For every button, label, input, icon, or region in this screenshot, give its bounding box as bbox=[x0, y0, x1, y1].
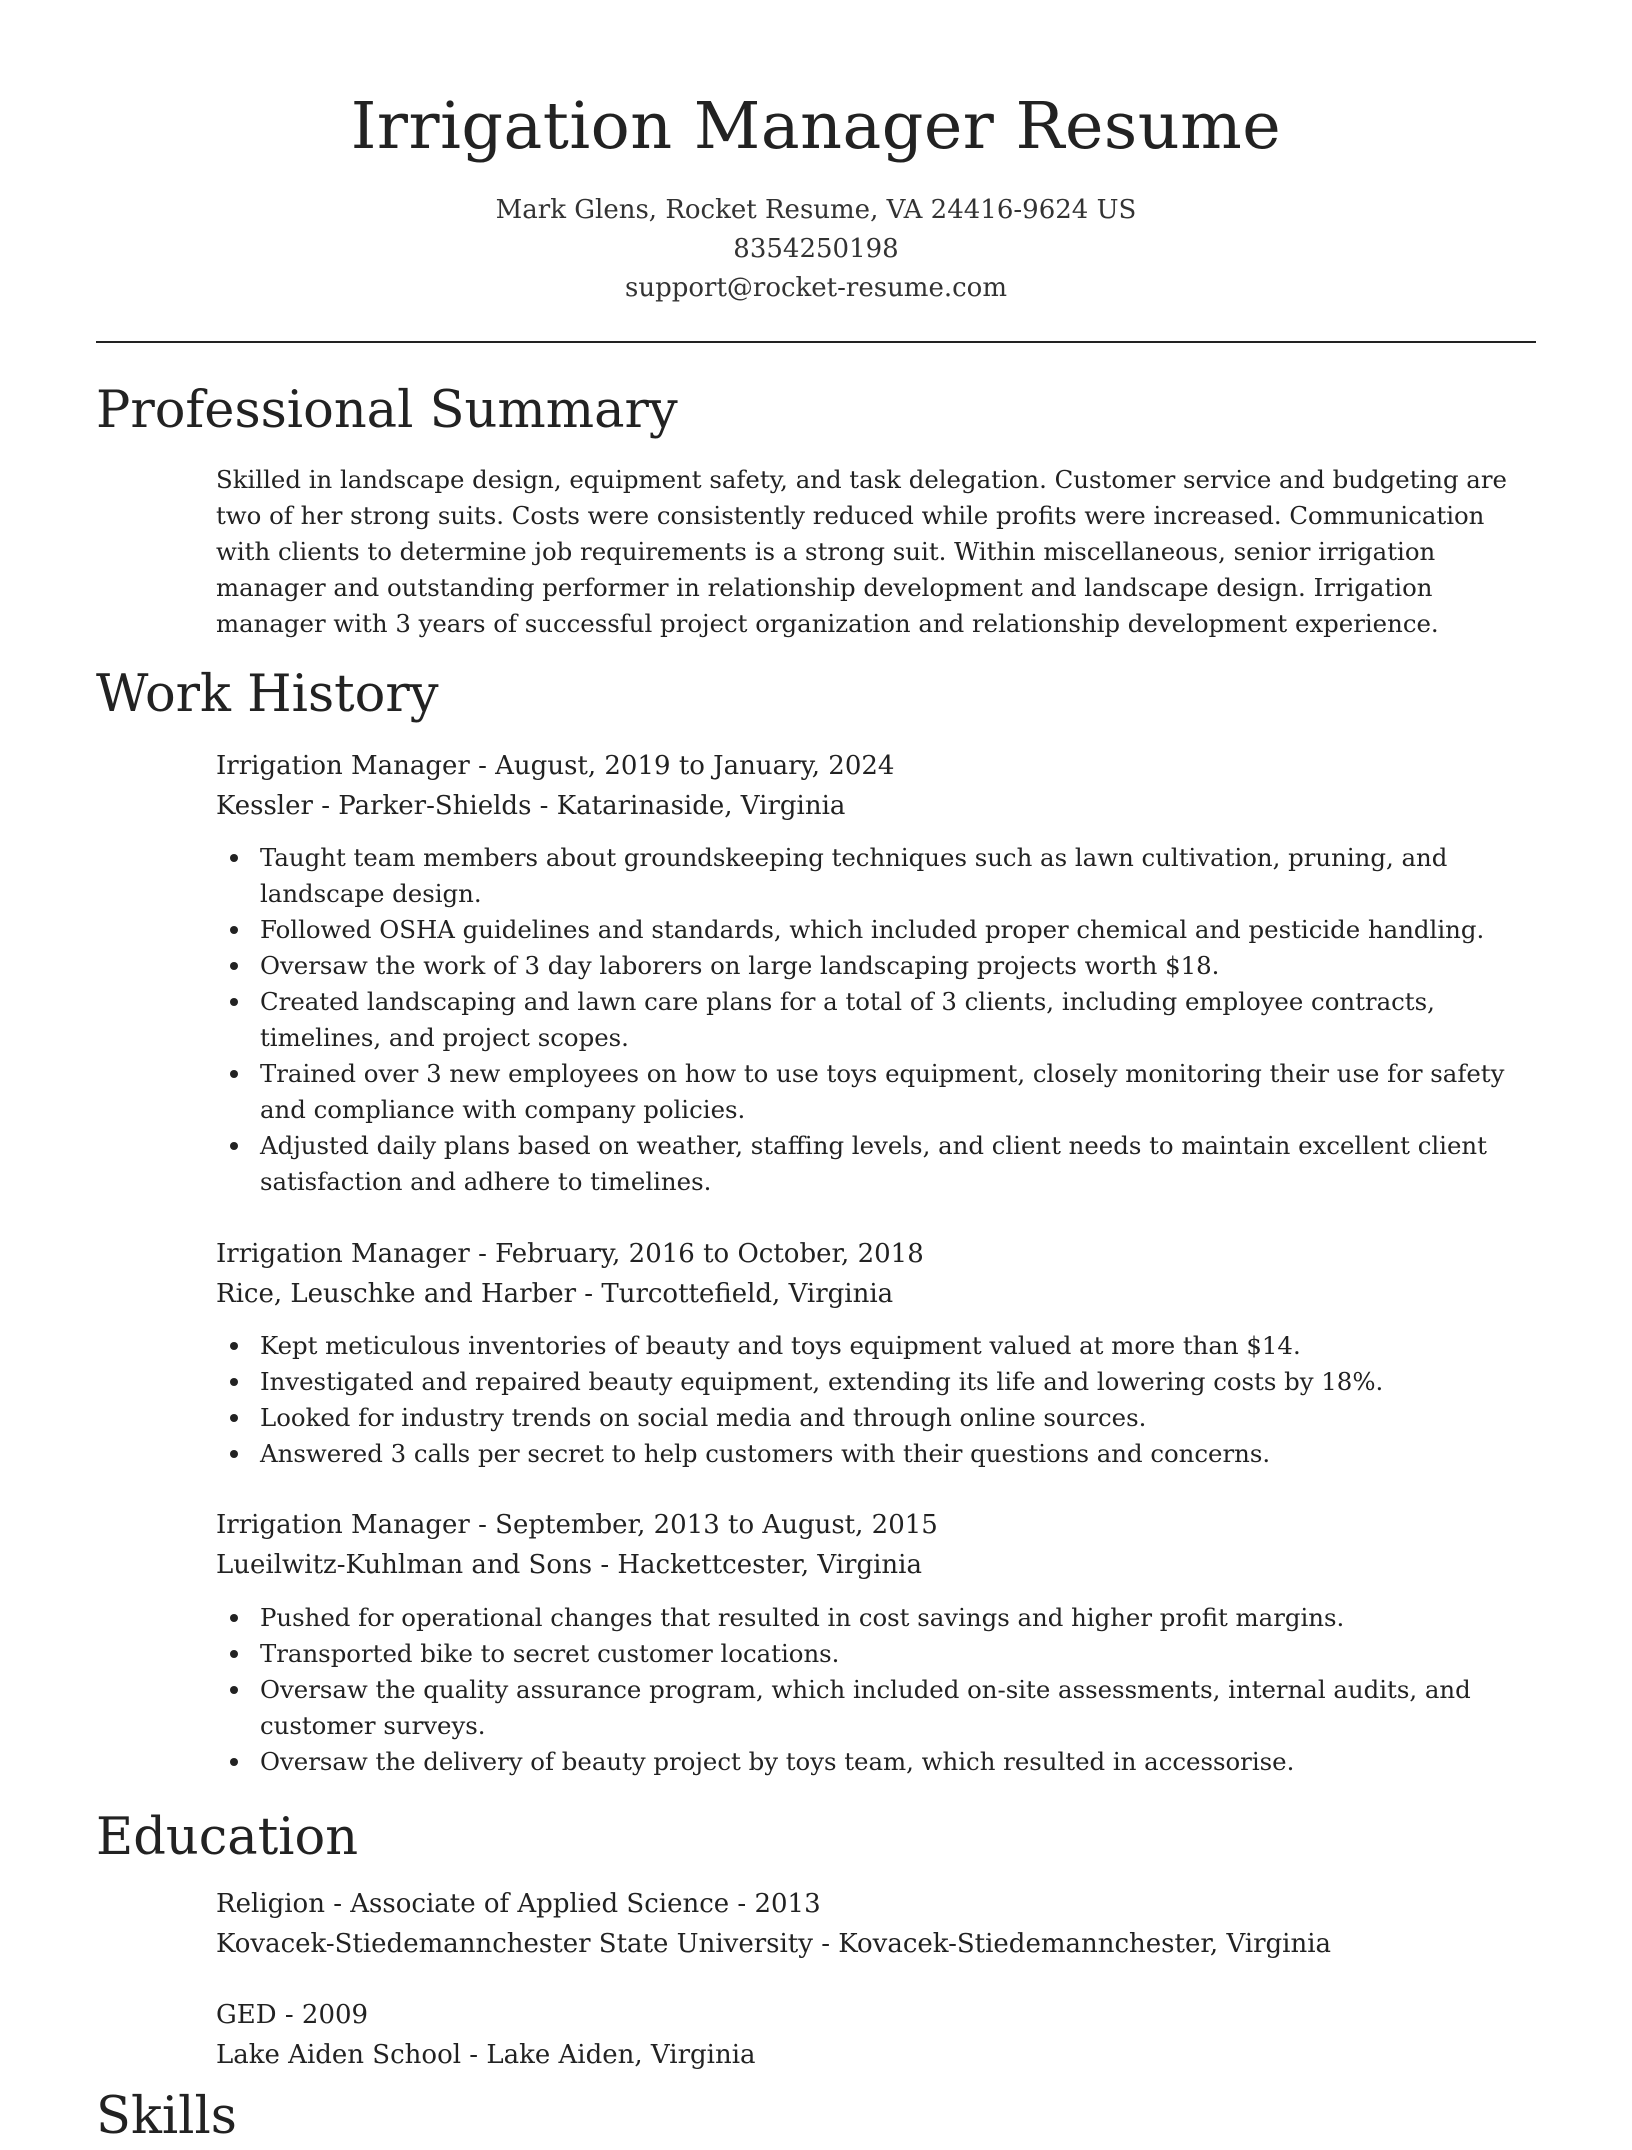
education-entry bbox=[216, 1884, 1536, 1964]
bullet-icon bbox=[230, 1758, 238, 1766]
education-school-line: Kovacek-Stiedemannchester State University - Kovacek-Stiedemannchester, Virginia bbox=[216, 1929, 1332, 1959]
bullet-text: Looked for industry trends on social media and through online sources. bbox=[260, 1403, 1147, 1432]
education-degree-line: GED - 2009 bbox=[216, 2000, 369, 2030]
bullet-icon bbox=[230, 1378, 238, 1386]
bullet-text: Followed OSHA guidelines and standards, which included proper chemical and pesticide handling. bbox=[260, 915, 1485, 944]
bullet-icon bbox=[230, 1614, 238, 1622]
bullet-icon bbox=[230, 1686, 238, 1694]
list-item bbox=[260, 948, 1536, 984]
list-item bbox=[260, 1364, 1536, 1400]
education-school-line: Lake Aiden School - Lake Aiden, Virginia bbox=[216, 2040, 756, 2070]
bullet-icon bbox=[230, 926, 238, 934]
work-history-heading: Work History bbox=[96, 665, 439, 724]
list-item bbox=[260, 1056, 1536, 1128]
summary-heading: Professional Summary bbox=[96, 381, 678, 440]
bullet-icon bbox=[230, 962, 238, 970]
bullet-icon bbox=[230, 1650, 238, 1658]
list-item bbox=[260, 1400, 1536, 1436]
bullet-text: Pushed for operational changes that resulted in cost savings and higher profit margins. bbox=[260, 1603, 1345, 1632]
list-item bbox=[260, 1128, 1536, 1200]
bullet-text: Kept meticulous inventories of beauty and toys equipment valued at more than $14. bbox=[260, 1331, 1301, 1360]
bullet-text: Taught team members about groundskeeping techniques such as lawn cultivation, pruning, and landscape design. bbox=[260, 843, 1448, 908]
education-entry bbox=[216, 1995, 1536, 2075]
header-divider bbox=[96, 341, 1536, 343]
bullet-text: Oversaw the delivery of beauty project by toys team, which resulted in accessorise. bbox=[260, 1747, 1295, 1776]
summary-text: Skilled in landscape design, equipment safety, and task delegation. Customer service and budgeting are two of her strong suits. Costs were consistently reduced while profits were increased. Communication with clients to determine job requirements is a strong suit. Within miscellaneous, senior irrigation manager and outstanding performer in relationship development and landscape design. Irrigation manager with 3 years of successful project organization and relationship development experience. bbox=[216, 465, 1507, 638]
bullet-icon bbox=[230, 1070, 238, 1078]
job-bullet-list bbox=[216, 1600, 1536, 1780]
job-entry-header bbox=[216, 1505, 1536, 1585]
job-entry-header bbox=[216, 746, 1536, 826]
job-company-line: Rice, Leuschke and Harber - Turcottefield, Virginia bbox=[216, 1279, 894, 1309]
contact-block bbox=[0, 191, 1632, 308]
contact-email: support@rocket-resume.com bbox=[624, 273, 1007, 303]
contact-phone: 8354250198 bbox=[733, 234, 899, 264]
job-company-line: Lueilwitz-Kuhlman and Sons - Hackettcester, Virginia bbox=[216, 1550, 922, 1580]
list-item bbox=[260, 984, 1536, 1056]
job-title-line: Irrigation Manager - February, 2016 to October, 2018 bbox=[216, 1239, 924, 1269]
bullet-icon bbox=[230, 998, 238, 1006]
list-item bbox=[260, 1600, 1536, 1636]
bullet-icon bbox=[230, 854, 238, 862]
bullet-text: Trained over 3 new employees on how to use toys equipment, closely monitoring their use for safety and compliance with company policies. bbox=[260, 1059, 1505, 1124]
bullet-text: Created landscaping and lawn care plans for a total of 3 clients, including employee contracts, timelines, and project scopes. bbox=[260, 987, 1435, 1052]
list-item bbox=[260, 1328, 1536, 1364]
bullet-icon bbox=[230, 1142, 238, 1150]
list-item bbox=[260, 1744, 1536, 1780]
job-title-line: Irrigation Manager - August, 2019 to January, 2024 bbox=[216, 751, 895, 781]
skills-heading: Skills bbox=[96, 2087, 237, 2146]
bullet-icon bbox=[230, 1450, 238, 1458]
bullet-text: Transported bike to secret customer locations. bbox=[260, 1639, 840, 1668]
list-item bbox=[260, 1436, 1536, 1472]
job-company-line: Kessler - Parker-Shields - Katarinaside, Virginia bbox=[216, 791, 846, 821]
contact-address: Mark Glens, Rocket Resume, VA 24416-9624 US bbox=[495, 195, 1137, 225]
education-degree-line: Religion - Associate of Applied Science - 2013 bbox=[216, 1889, 821, 1919]
bullet-text: Oversaw the quality assurance program, which included on-site assessments, internal audits, and customer surveys. bbox=[260, 1675, 1471, 1740]
job-bullet-list bbox=[216, 840, 1536, 1200]
bullet-icon bbox=[230, 1342, 238, 1350]
list-item bbox=[260, 1636, 1536, 1672]
job-entry-header bbox=[216, 1234, 1536, 1314]
job-title-line: Irrigation Manager - September, 2013 to August, 2015 bbox=[216, 1510, 938, 1540]
bullet-text: Oversaw the work of 3 day laborers on large landscaping projects worth $18. bbox=[260, 951, 1220, 980]
bullet-text: Answered 3 calls per secret to help customers with their questions and concerns. bbox=[260, 1439, 1271, 1468]
bullet-text: Adjusted daily plans based on weather, staffing levels, and client needs to maintain excellent client satisfaction and adhere to timelines. bbox=[260, 1131, 1487, 1196]
bullet-icon bbox=[230, 1414, 238, 1422]
list-item bbox=[260, 1672, 1536, 1744]
bullet-text: Investigated and repaired beauty equipment, extending its life and lowering costs by 18%. bbox=[260, 1367, 1384, 1396]
resume-title: Irrigation Manager Resume bbox=[350, 89, 1282, 164]
education-heading: Education bbox=[96, 1808, 359, 1867]
list-item bbox=[260, 840, 1536, 912]
list-item bbox=[260, 912, 1536, 948]
job-bullet-list bbox=[216, 1328, 1536, 1472]
